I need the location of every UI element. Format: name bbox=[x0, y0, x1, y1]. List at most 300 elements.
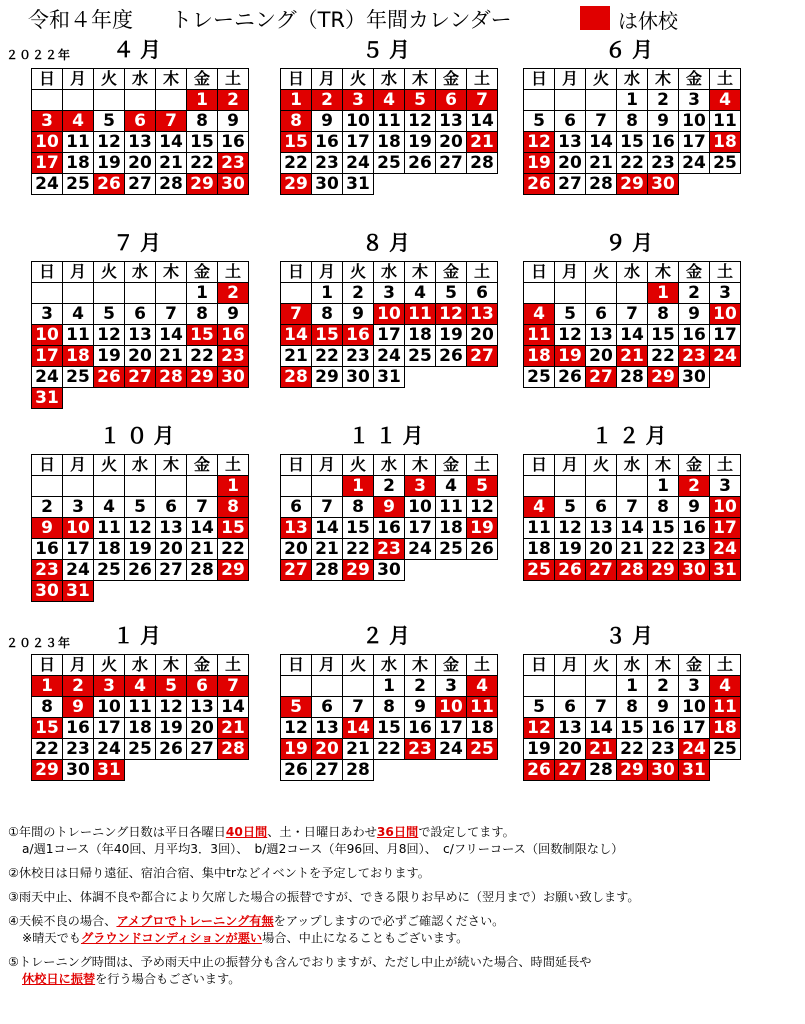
day-cell: 9 bbox=[343, 304, 374, 325]
empty-cell bbox=[125, 581, 156, 602]
holiday-day-cell: 1 bbox=[187, 90, 218, 111]
day-cell: 5 bbox=[524, 697, 555, 718]
blank-day-cell bbox=[63, 283, 94, 304]
day-cell: 29 bbox=[312, 367, 343, 388]
day-cell: 13 bbox=[436, 111, 467, 132]
day-cell: 10 bbox=[679, 697, 710, 718]
day-cell: 8 bbox=[374, 697, 405, 718]
day-cell: 10 bbox=[94, 697, 125, 718]
day-cell: 25 bbox=[94, 560, 125, 581]
month-calendar bbox=[523, 231, 741, 388]
holiday-day-cell: 21 bbox=[586, 739, 617, 760]
day-cell: 7 bbox=[617, 304, 648, 325]
month-title: １月 bbox=[113, 624, 167, 648]
holiday-day-cell: 15 bbox=[218, 518, 249, 539]
holiday-day-cell: 23 bbox=[374, 539, 405, 560]
day-cell: 15 bbox=[374, 718, 405, 739]
month-title: ６月 bbox=[605, 38, 659, 62]
day-cell: 22 bbox=[32, 739, 63, 760]
holiday-day-cell: 19 bbox=[524, 153, 555, 174]
holiday-day-cell: 1 bbox=[218, 476, 249, 497]
blank-day-cell bbox=[524, 90, 555, 111]
empty-cell bbox=[405, 174, 436, 195]
day-cell: 22 bbox=[617, 153, 648, 174]
holiday-day-cell: 7 bbox=[281, 304, 312, 325]
day-cell: 6 bbox=[125, 304, 156, 325]
day-cell: 19 bbox=[555, 539, 586, 560]
day-cell: 22 bbox=[187, 153, 218, 174]
weekday-header: 火 bbox=[586, 455, 617, 476]
weekday-header: 木 bbox=[405, 655, 436, 676]
year-label-2023: ２０２３年 bbox=[6, 636, 72, 650]
holiday-day-cell: 26 bbox=[94, 174, 125, 195]
day-cell: 22 bbox=[374, 739, 405, 760]
empty-cell bbox=[679, 174, 710, 195]
day-cell: 19 bbox=[436, 325, 467, 346]
holiday-day-cell: 17 bbox=[710, 518, 741, 539]
day-cell: 6 bbox=[555, 697, 586, 718]
empty-cell bbox=[710, 174, 741, 195]
note-1-courses: a/週1コース（年40回、月平均3．3回）、 b/週2コース（年96回、月8回）、 c/フリーコース（回数制限なし） bbox=[22, 842, 624, 856]
weekday-header: 日 bbox=[524, 69, 555, 90]
holiday-day-cell: 16 bbox=[218, 325, 249, 346]
day-cell: 24 bbox=[63, 560, 94, 581]
holiday-day-cell: 4 bbox=[467, 676, 498, 697]
empty-cell bbox=[218, 388, 249, 409]
day-cell: 22 bbox=[312, 346, 343, 367]
day-cell: 9 bbox=[405, 697, 436, 718]
note-2: ②休校日は日帰り遠征、宿泊合宿、集中trなどイベントを予定しております。 bbox=[8, 866, 430, 880]
day-cell: 12 bbox=[281, 718, 312, 739]
weekday-header: 土 bbox=[710, 455, 741, 476]
holiday-day-cell: 8 bbox=[281, 111, 312, 132]
day-cell: 19 bbox=[125, 539, 156, 560]
month-title: ２月 bbox=[362, 624, 416, 648]
weekday-header: 土 bbox=[467, 69, 498, 90]
month-title: １１月 bbox=[348, 424, 430, 448]
holiday-day-cell: 4 bbox=[63, 111, 94, 132]
day-cell: 27 bbox=[187, 739, 218, 760]
holiday-day-cell: 21 bbox=[218, 718, 249, 739]
day-cell: 22 bbox=[648, 346, 679, 367]
holiday-day-cell: 10 bbox=[710, 304, 741, 325]
day-cell: 28 bbox=[343, 760, 374, 781]
title-era: 令和４年度 bbox=[28, 8, 133, 32]
weekday-header: 日 bbox=[281, 69, 312, 90]
holiday-day-cell: 27 bbox=[467, 346, 498, 367]
month-grid bbox=[31, 261, 249, 409]
holiday-day-cell: 18 bbox=[710, 132, 741, 153]
holiday-day-cell: 1 bbox=[32, 676, 63, 697]
day-cell: 16 bbox=[312, 132, 343, 153]
day-cell: 22 bbox=[218, 539, 249, 560]
empty-cell bbox=[125, 388, 156, 409]
day-cell: 30 bbox=[312, 174, 343, 195]
holiday-day-cell: 3 bbox=[343, 90, 374, 111]
day-cell: 18 bbox=[125, 718, 156, 739]
weekday-header: 木 bbox=[648, 655, 679, 676]
weekday-header: 火 bbox=[586, 655, 617, 676]
day-cell: 5 bbox=[524, 111, 555, 132]
month-grid bbox=[31, 654, 249, 781]
weekday-header: 水 bbox=[125, 455, 156, 476]
day-cell: 21 bbox=[187, 539, 218, 560]
day-cell: 15 bbox=[617, 718, 648, 739]
weekday-header: 日 bbox=[281, 455, 312, 476]
day-cell: 26 bbox=[555, 367, 586, 388]
empty-cell bbox=[467, 760, 498, 781]
day-cell: 14 bbox=[187, 518, 218, 539]
day-cell: 19 bbox=[156, 718, 187, 739]
day-cell: 1 bbox=[617, 90, 648, 111]
holiday-day-cell: 15 bbox=[187, 325, 218, 346]
day-cell: 22 bbox=[281, 153, 312, 174]
day-cell: 26 bbox=[405, 153, 436, 174]
day-cell: 20 bbox=[125, 346, 156, 367]
day-cell: 25 bbox=[710, 739, 741, 760]
day-cell: 27 bbox=[125, 174, 156, 195]
day-cell: 20 bbox=[436, 132, 467, 153]
day-cell: 21 bbox=[156, 153, 187, 174]
holiday-day-cell: 5 bbox=[467, 476, 498, 497]
blank-day-cell bbox=[63, 90, 94, 111]
day-cell: 6 bbox=[586, 304, 617, 325]
day-cell: 2 bbox=[374, 476, 405, 497]
holiday-day-cell: 4 bbox=[524, 497, 555, 518]
day-cell: 11 bbox=[436, 497, 467, 518]
holiday-day-cell: 1 bbox=[281, 90, 312, 111]
holiday-day-cell: 26 bbox=[524, 760, 555, 781]
day-cell: 4 bbox=[436, 476, 467, 497]
day-cell: 6 bbox=[467, 283, 498, 304]
holiday-day-cell: 15 bbox=[32, 718, 63, 739]
day-cell: 20 bbox=[467, 325, 498, 346]
holiday-day-cell: 30 bbox=[218, 367, 249, 388]
holiday-day-cell: 6 bbox=[436, 90, 467, 111]
day-cell: 16 bbox=[648, 132, 679, 153]
empty-cell bbox=[405, 367, 436, 388]
holiday-day-cell: 28 bbox=[281, 367, 312, 388]
holiday-day-cell: 30 bbox=[32, 581, 63, 602]
weekday-header: 土 bbox=[467, 455, 498, 476]
empty-cell bbox=[187, 760, 218, 781]
holiday-day-cell: 31 bbox=[94, 760, 125, 781]
day-cell: 28 bbox=[586, 174, 617, 195]
weekday-header: 月 bbox=[555, 262, 586, 283]
month-title: ９月 bbox=[605, 231, 659, 255]
legend-swatch bbox=[580, 6, 610, 30]
weekday-header: 火 bbox=[343, 455, 374, 476]
holiday-day-cell: 25 bbox=[524, 560, 555, 581]
day-cell: 25 bbox=[125, 739, 156, 760]
empty-cell bbox=[710, 760, 741, 781]
blank-day-cell bbox=[555, 676, 586, 697]
note-4-sub: ※晴天でもグラウンドコンディションが悪い場合、中止になることもございます。 bbox=[22, 931, 469, 945]
day-cell: 16 bbox=[32, 539, 63, 560]
day-cell: 18 bbox=[63, 153, 94, 174]
blank-day-cell bbox=[281, 676, 312, 697]
day-cell: 12 bbox=[405, 111, 436, 132]
day-cell: 7 bbox=[156, 304, 187, 325]
day-cell: 4 bbox=[63, 304, 94, 325]
month-title: １２月 bbox=[591, 424, 673, 448]
weekday-header: 金 bbox=[436, 69, 467, 90]
holiday-day-cell: 31 bbox=[32, 388, 63, 409]
holiday-day-cell: 29 bbox=[32, 760, 63, 781]
month-grid bbox=[31, 68, 249, 195]
month-calendar bbox=[280, 624, 498, 781]
weekday-header: 水 bbox=[125, 655, 156, 676]
day-cell: 17 bbox=[63, 539, 94, 560]
day-cell: 13 bbox=[555, 132, 586, 153]
blank-day-cell bbox=[555, 90, 586, 111]
holiday-day-cell: 4 bbox=[524, 304, 555, 325]
weekday-header: 月 bbox=[63, 262, 94, 283]
month-title: ８月 bbox=[362, 231, 416, 255]
weekday-header: 月 bbox=[555, 655, 586, 676]
day-cell: 25 bbox=[524, 367, 555, 388]
blank-day-cell bbox=[187, 476, 218, 497]
day-cell: 9 bbox=[218, 304, 249, 325]
blank-day-cell bbox=[617, 283, 648, 304]
day-cell: 14 bbox=[312, 518, 343, 539]
weekday-header: 火 bbox=[586, 262, 617, 283]
empty-cell bbox=[218, 760, 249, 781]
holiday-day-cell: 10 bbox=[32, 132, 63, 153]
title-main: トレーニング（TR）年間カレンダー bbox=[171, 8, 512, 32]
blank-day-cell bbox=[343, 676, 374, 697]
day-cell: 26 bbox=[281, 760, 312, 781]
holiday-day-cell: 29 bbox=[187, 174, 218, 195]
day-cell: 5 bbox=[125, 497, 156, 518]
day-cell: 6 bbox=[312, 697, 343, 718]
day-cell: 26 bbox=[125, 560, 156, 581]
day-cell: 3 bbox=[710, 476, 741, 497]
weekday-header: 金 bbox=[187, 655, 218, 676]
day-cell: 14 bbox=[218, 697, 249, 718]
holiday-day-cell: 11 bbox=[467, 697, 498, 718]
weekday-header: 木 bbox=[405, 69, 436, 90]
weekday-header: 木 bbox=[648, 262, 679, 283]
weekday-header: 金 bbox=[187, 262, 218, 283]
month-calendar bbox=[523, 38, 741, 195]
holiday-day-cell: 17 bbox=[32, 153, 63, 174]
day-cell: 2 bbox=[679, 283, 710, 304]
holiday-day-cell: 23 bbox=[679, 346, 710, 367]
holiday-day-cell: 27 bbox=[281, 560, 312, 581]
holiday-day-cell: 30 bbox=[648, 174, 679, 195]
day-cell: 23 bbox=[648, 153, 679, 174]
empty-cell bbox=[405, 560, 436, 581]
day-cell: 11 bbox=[63, 132, 94, 153]
day-cell: 23 bbox=[648, 739, 679, 760]
day-cell: 28 bbox=[156, 174, 187, 195]
weekday-header: 月 bbox=[555, 455, 586, 476]
holiday-day-cell: 14 bbox=[281, 325, 312, 346]
day-cell: 8 bbox=[648, 497, 679, 518]
holiday-day-cell: 29 bbox=[343, 560, 374, 581]
day-cell: 30 bbox=[679, 367, 710, 388]
holiday-day-cell: 30 bbox=[648, 760, 679, 781]
holiday-day-cell: 10 bbox=[374, 304, 405, 325]
blank-day-cell bbox=[586, 283, 617, 304]
weekday-header: 木 bbox=[405, 262, 436, 283]
day-cell: 20 bbox=[555, 153, 586, 174]
holiday-day-cell: 28 bbox=[218, 739, 249, 760]
holiday-day-cell: 2 bbox=[312, 90, 343, 111]
holiday-day-cell: 26 bbox=[555, 560, 586, 581]
holiday-day-cell: 24 bbox=[710, 346, 741, 367]
day-cell: 20 bbox=[156, 539, 187, 560]
day-cell: 21 bbox=[281, 346, 312, 367]
blank-day-cell bbox=[32, 283, 63, 304]
weekday-header: 土 bbox=[218, 455, 249, 476]
holiday-day-cell: 10 bbox=[436, 697, 467, 718]
weekday-header: 火 bbox=[586, 69, 617, 90]
empty-cell bbox=[436, 760, 467, 781]
day-cell: 17 bbox=[679, 132, 710, 153]
blank-day-cell bbox=[555, 476, 586, 497]
holiday-day-cell: 10 bbox=[32, 325, 63, 346]
day-cell: 25 bbox=[710, 153, 741, 174]
holiday-day-cell: 3 bbox=[32, 111, 63, 132]
empty-cell bbox=[467, 560, 498, 581]
day-cell: 26 bbox=[467, 539, 498, 560]
weekday-header: 金 bbox=[679, 69, 710, 90]
day-cell: 15 bbox=[343, 518, 374, 539]
day-cell: 7 bbox=[343, 697, 374, 718]
day-cell: 7 bbox=[617, 497, 648, 518]
holiday-day-cell: 7 bbox=[467, 90, 498, 111]
day-cell: 13 bbox=[586, 325, 617, 346]
month-calendar bbox=[31, 424, 249, 602]
weekday-header: 日 bbox=[281, 655, 312, 676]
day-cell: 18 bbox=[467, 718, 498, 739]
day-cell: 10 bbox=[405, 497, 436, 518]
day-cell: 19 bbox=[94, 153, 125, 174]
blank-day-cell bbox=[156, 90, 187, 111]
empty-cell bbox=[63, 388, 94, 409]
day-cell: 24 bbox=[343, 153, 374, 174]
month-calendar bbox=[523, 624, 741, 781]
weekday-header: 月 bbox=[63, 69, 94, 90]
day-cell: 8 bbox=[343, 497, 374, 518]
day-cell: 5 bbox=[436, 283, 467, 304]
day-cell: 28 bbox=[617, 367, 648, 388]
day-cell: 13 bbox=[125, 132, 156, 153]
day-cell: 20 bbox=[555, 739, 586, 760]
day-cell: 1 bbox=[374, 676, 405, 697]
weekday-header: 金 bbox=[679, 455, 710, 476]
holiday-day-cell: 29 bbox=[187, 367, 218, 388]
holiday-day-cell: 23 bbox=[218, 346, 249, 367]
day-cell: 19 bbox=[94, 346, 125, 367]
day-cell: 14 bbox=[156, 325, 187, 346]
day-cell: 24 bbox=[94, 739, 125, 760]
day-cell: 20 bbox=[187, 718, 218, 739]
holiday-day-cell: 21 bbox=[467, 132, 498, 153]
weekday-header: 木 bbox=[156, 455, 187, 476]
day-cell: 12 bbox=[94, 325, 125, 346]
holiday-day-cell: 19 bbox=[281, 739, 312, 760]
day-cell: 25 bbox=[374, 153, 405, 174]
empty-cell bbox=[156, 581, 187, 602]
weekday-header: 水 bbox=[617, 655, 648, 676]
day-cell: 15 bbox=[648, 325, 679, 346]
holiday-day-cell: 26 bbox=[94, 367, 125, 388]
holiday-day-cell: 11 bbox=[405, 304, 436, 325]
note-1: ①年間のトレーニング日数は平日各曜日40日間、土・日曜日あわせ36日間で設定してます。 bbox=[8, 825, 515, 839]
day-cell: 13 bbox=[125, 325, 156, 346]
holiday-day-cell: 29 bbox=[218, 560, 249, 581]
holiday-day-cell: 27 bbox=[555, 760, 586, 781]
weekday-header: 火 bbox=[343, 69, 374, 90]
weekday-header: 月 bbox=[312, 69, 343, 90]
holiday-day-cell: 25 bbox=[467, 739, 498, 760]
holiday-day-cell: 9 bbox=[63, 697, 94, 718]
empty-cell bbox=[374, 174, 405, 195]
month-grid bbox=[523, 68, 741, 195]
day-cell: 22 bbox=[343, 539, 374, 560]
weekday-header: 水 bbox=[617, 455, 648, 476]
day-cell: 19 bbox=[524, 739, 555, 760]
empty-cell bbox=[436, 367, 467, 388]
day-cell: 24 bbox=[405, 539, 436, 560]
month-title: ７月 bbox=[113, 231, 167, 255]
holiday-day-cell: 12 bbox=[524, 132, 555, 153]
legend-label: は休校 bbox=[618, 9, 678, 33]
day-cell: 1 bbox=[617, 676, 648, 697]
holiday-day-cell: 7 bbox=[218, 676, 249, 697]
month-calendar bbox=[280, 231, 498, 388]
day-cell: 7 bbox=[586, 697, 617, 718]
weekday-header: 木 bbox=[156, 262, 187, 283]
month-grid bbox=[523, 454, 741, 581]
day-cell: 21 bbox=[343, 739, 374, 760]
day-cell: 12 bbox=[125, 518, 156, 539]
day-cell: 12 bbox=[467, 497, 498, 518]
weekday-header: 木 bbox=[648, 69, 679, 90]
day-cell: 17 bbox=[94, 718, 125, 739]
holiday-day-cell: 18 bbox=[524, 346, 555, 367]
day-cell: 27 bbox=[436, 153, 467, 174]
day-cell: 11 bbox=[524, 518, 555, 539]
day-cell: 18 bbox=[405, 325, 436, 346]
day-cell: 28 bbox=[467, 153, 498, 174]
month-grid bbox=[31, 454, 249, 602]
day-cell: 20 bbox=[281, 539, 312, 560]
weekday-header: 日 bbox=[524, 655, 555, 676]
holiday-day-cell: 11 bbox=[524, 325, 555, 346]
weekday-header: 日 bbox=[32, 262, 63, 283]
day-cell: 17 bbox=[343, 132, 374, 153]
month-calendar bbox=[523, 424, 741, 581]
day-cell: 21 bbox=[586, 153, 617, 174]
day-cell: 12 bbox=[555, 518, 586, 539]
day-cell: 5 bbox=[555, 304, 586, 325]
day-cell: 18 bbox=[374, 132, 405, 153]
day-cell: 17 bbox=[374, 325, 405, 346]
holiday-day-cell: 14 bbox=[343, 718, 374, 739]
holiday-day-cell: 19 bbox=[467, 518, 498, 539]
day-cell: 22 bbox=[648, 539, 679, 560]
day-cell: 23 bbox=[312, 153, 343, 174]
weekday-header: 火 bbox=[94, 655, 125, 676]
weekday-header: 土 bbox=[710, 69, 741, 90]
day-cell: 16 bbox=[374, 518, 405, 539]
weekday-header: 火 bbox=[94, 69, 125, 90]
weekday-header: 月 bbox=[312, 655, 343, 676]
